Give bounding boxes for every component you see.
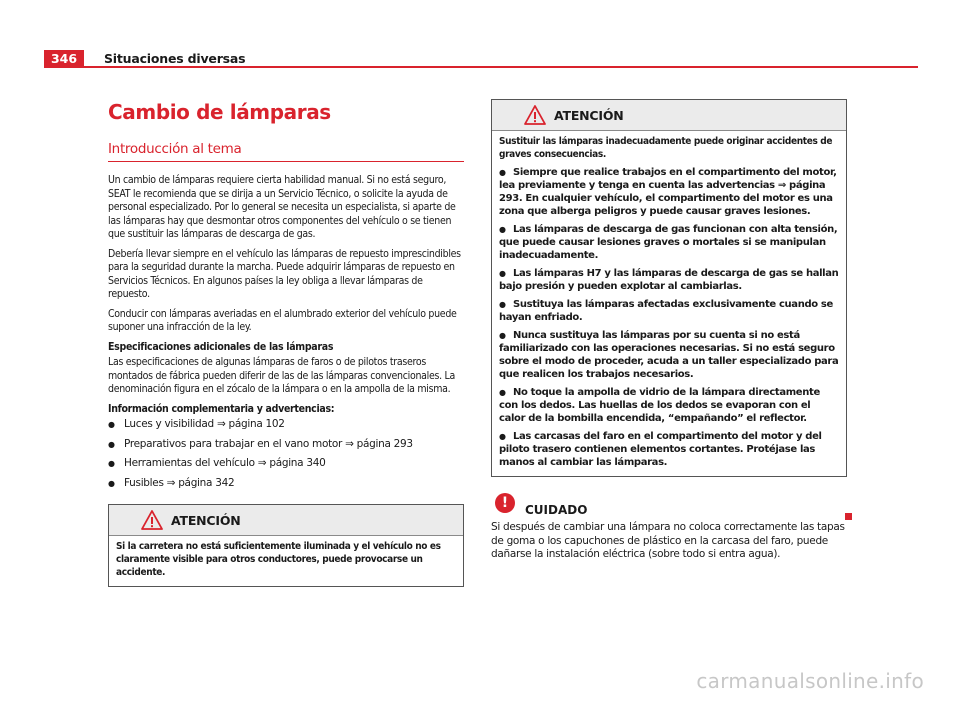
warning-intro: Sustituir las lámparas inadecuadamente puede originar accidentes de graves consecuencias.	[499, 136, 833, 160]
paragraph: Un cambio de lámparas requiere cierta habilidad manual. Si no está seguro, SEAT le recomienda que se dirija a un Servicio Técnico, o solicite la ayuda de personal especializado. Por lo general se necesita un especialista, si aparte de las lámparas hay que desmontar otros componentes del vehículo o se tienen que sustituir las lámparas de descarga de gas.	[108, 174, 456, 240]
page-title: Cambio de lámparas	[108, 100, 331, 124]
bullet-icon: ●	[499, 300, 506, 309]
bullet-icon: ●	[499, 269, 506, 278]
caution-icon: !	[495, 493, 515, 513]
caution-label: CUIDADO	[525, 503, 588, 517]
bullet-icon: ●	[499, 331, 506, 340]
bullet-icon: ●	[499, 388, 506, 397]
info-heading: Información complementaria y advertencias:	[108, 402, 335, 415]
warning-list	[499, 166, 839, 469]
bullet-icon: ●	[499, 168, 506, 177]
spec-heading: Especificaciones adicionales de las lámparas	[108, 340, 334, 353]
spec-text: Las especificaciones de algunas lámparas de faros o de pilotos traseros montados de fábrica pueden diferir de las de las lámparas convencionales. La denominación figura en el zócalo de la lámpara o en la ampolla de la misma.	[108, 356, 455, 395]
warning-item	[499, 166, 839, 218]
warning-item-text: Las lámparas de descarga de gas funcionan con alta tensión, que puede causar lesiones graves o mortales si se manipulan inadecuadamente.	[499, 224, 838, 261]
warning-item-text: Siempre que realice trabajos en el compartimento del motor, lea previamente y tenga en cuenta las advertencias ⇒ página 293. En cualquier vehículo, el compartimento del motor es una zona que alberga peligros y puede causar graves lesiones.	[499, 167, 837, 217]
caution-header	[491, 495, 847, 517]
warning-box	[108, 504, 464, 587]
warning-item	[499, 386, 839, 425]
section-end-marker	[845, 513, 852, 520]
caution-text: Si después de cambiar una lámpara no coloca correctamente las tapas de goma o los capuchones de plástico en la carcasa del faro, puede dañarse la instalación eléctrica (sobre todo si entra agua).	[491, 521, 845, 560]
watermark: carmanualsonline.info	[696, 669, 924, 693]
warning-body	[109, 536, 463, 586]
info-link-item[interactable]: ● Preparativos para trabajar en el vano motor ⇒ página 293	[108, 438, 464, 452]
warning-header	[492, 100, 846, 131]
warning-triangle-icon	[141, 510, 163, 530]
header-title: Situaciones diversas	[104, 51, 246, 66]
bullet-icon: ●	[499, 225, 506, 234]
warning-item	[499, 267, 839, 293]
warning-item-text: Nunca sustituya las lámparas por su cuenta si no está familiarizado con las operaciones necesarias. Si no está seguro sobre el modo de proceder, acuda a un taller especializado para que realicen los trabajos necesarios.	[499, 330, 839, 380]
info-list	[108, 418, 464, 490]
bullet-icon: ●	[499, 432, 506, 441]
warning-body	[492, 131, 846, 476]
info-link-item[interactable]: ● Luces y visibilidad ⇒ página 102	[108, 418, 464, 432]
warning-item-text: No toque la ampolla de vidrio de la lámpara directamente con los dedos. Las huellas de los dedos se evaporan con el calor de la bombilla encendida, “empañando” el reflector.	[499, 387, 820, 424]
warning-item-text: Sustituya las lámparas afectadas exclusivamente cuando se hayan enfriado.	[499, 299, 833, 323]
info-link-item[interactable]: ● Fusibles ⇒ página 342	[108, 477, 464, 491]
intro-content	[108, 174, 464, 490]
warning-item-text: Las carcasas del faro en el compartimento del motor y del piloto trasero contienen elementos cortantes. Protéjase las manos al cambiar las lámparas.	[499, 431, 822, 468]
page-number: 346	[44, 50, 84, 68]
warning-item	[499, 430, 839, 469]
warning-item	[499, 223, 839, 262]
warning-triangle-icon	[524, 105, 546, 125]
info-link-item[interactable]: ● Herramientas del vehículo ⇒ página 340	[108, 457, 464, 471]
warning-text: Si la carretera no está suficientemente iluminada y el vehículo no es claramente visible para otros conductores, puede provocarse un accidente.	[116, 541, 441, 578]
left-column	[108, 100, 464, 587]
right-column	[491, 99, 847, 562]
header-divider	[44, 66, 918, 68]
paragraph: Conducir con lámparas averiadas en el alumbrado exterior del vehículo puede suponer una infracción de la ley.	[108, 307, 457, 333]
warning-label: ATENCIÓN	[554, 107, 624, 123]
warning-item-text: Las lámparas H7 y las lámparas de descarga de gas se hallan bajo presión y pueden explotar al cambiarlas.	[499, 268, 839, 292]
warning-item	[499, 298, 839, 324]
warning-box	[491, 99, 847, 477]
section-title: Introducción al tema	[108, 140, 464, 162]
warning-item	[499, 329, 839, 381]
paragraph: Debería llevar siempre en el vehículo las lámparas de repuesto imprescindibles para la seguridad durante la marcha. Puede adquirir lámparas de repuesto en Servicios Técnicos. En algunos países la ley obliga a llevar lámparas de repuesto.	[108, 247, 461, 300]
warning-header	[109, 505, 463, 536]
warning-label: ATENCIÓN	[171, 512, 241, 528]
